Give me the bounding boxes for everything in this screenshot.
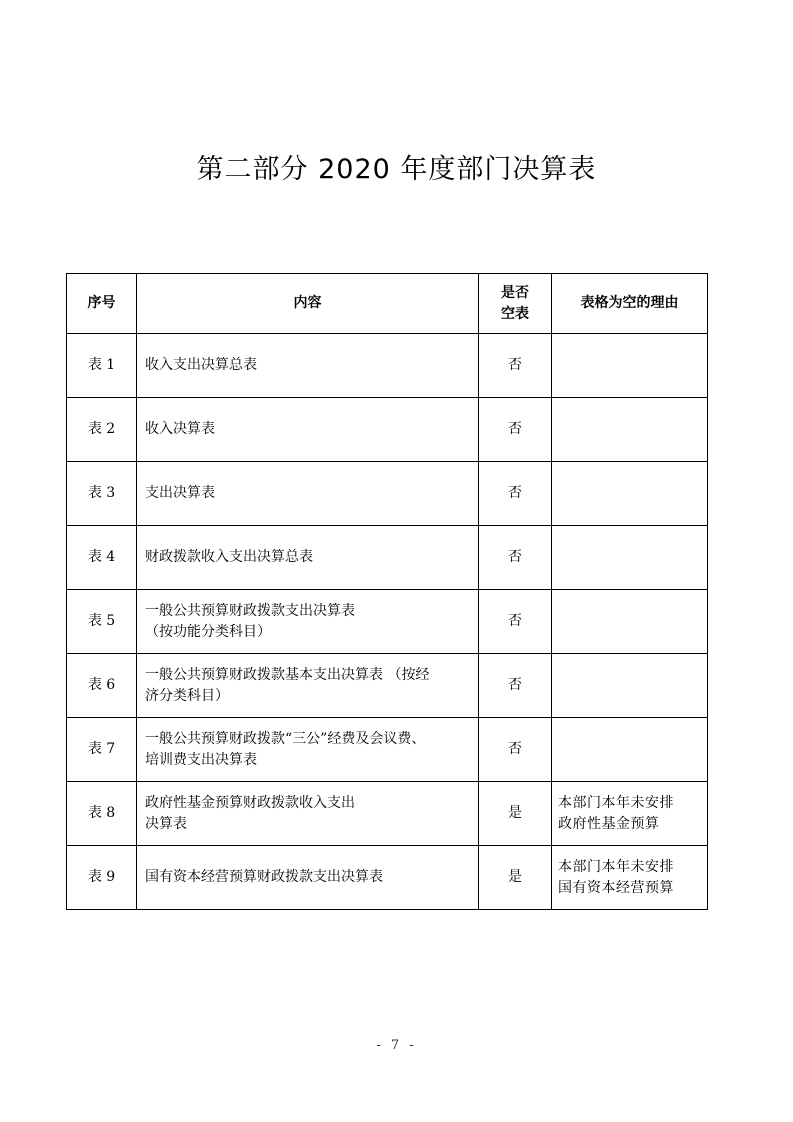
row-reason [552, 590, 708, 654]
table-header-row [67, 274, 708, 334]
row-reason [552, 398, 708, 462]
page-number: - 7 - [376, 1038, 417, 1053]
header-is-empty [479, 274, 552, 334]
table-row [67, 334, 708, 398]
row-content-line: 政府性基金预算财政拨款收入支出 [145, 794, 355, 811]
table-row [67, 718, 708, 782]
row-content-line: 国有资本经营预算财政拨款支出决算表 [145, 869, 383, 885]
row-content-line: 收入支出决算总表 [145, 357, 257, 373]
row-content [137, 782, 479, 846]
row-is-empty: 否 [479, 526, 552, 590]
row-reason-line: 政府性基金预算 [558, 815, 660, 832]
row-is-empty: 否 [479, 718, 552, 782]
row-reason [552, 718, 708, 782]
row-content-line: 培训费支出决算表 [145, 751, 257, 768]
row-is-empty: 否 [479, 590, 552, 654]
row-content-line: 一般公共预算财政拨款“三公”经费及会议费、 [145, 730, 426, 747]
row-content-line: 济分类科目） [145, 687, 229, 704]
row-content [137, 590, 479, 654]
header-is-empty-line1: 是否 [501, 284, 529, 301]
row-seq: 表 9 [67, 846, 137, 910]
row-content-line: 决算表 [145, 815, 187, 832]
header-content: 内容 [137, 274, 479, 334]
row-content-line: （按功能分类科目） [145, 623, 271, 640]
row-content-line: 一般公共预算财政拨款基本支出决算表 （按经 [145, 666, 430, 683]
row-seq: 表 7 [67, 718, 137, 782]
row-reason [552, 654, 708, 718]
row-is-empty: 否 [479, 462, 552, 526]
table-row [67, 654, 708, 718]
row-seq: 表 6 [67, 654, 137, 718]
budget-table [66, 273, 708, 910]
row-reason [552, 846, 708, 910]
row-content-line: 财政拨款收入支出决算总表 [145, 549, 313, 565]
row-content [137, 846, 479, 910]
row-content-line: 收入决算表 [145, 421, 215, 437]
row-reason-line: 国有资本经营预算 [558, 879, 674, 896]
row-content [137, 334, 479, 398]
row-content-line: 一般公共预算财政拨款支出决算表 [145, 602, 355, 619]
row-is-empty: 是 [479, 846, 552, 910]
table-row [67, 526, 708, 590]
row-seq: 表 5 [67, 590, 137, 654]
row-is-empty: 是 [479, 782, 552, 846]
row-is-empty: 否 [479, 654, 552, 718]
table-row [67, 462, 708, 526]
row-seq: 表 2 [67, 398, 137, 462]
row-content [137, 398, 479, 462]
header-is-empty-line2: 空表 [501, 305, 529, 322]
row-reason [552, 462, 708, 526]
row-seq: 表 8 [67, 782, 137, 846]
row-content-line: 支出决算表 [145, 485, 215, 501]
row-reason [552, 782, 708, 846]
header-seq: 序号 [67, 274, 137, 334]
row-content [137, 462, 479, 526]
row-seq: 表 1 [67, 334, 137, 398]
row-content [137, 654, 479, 718]
row-content [137, 718, 479, 782]
row-is-empty: 否 [479, 334, 552, 398]
row-seq: 表 4 [67, 526, 137, 590]
table-row [67, 590, 708, 654]
row-seq: 表 3 [67, 462, 137, 526]
row-reason [552, 334, 708, 398]
table-row [67, 782, 708, 846]
page-title: 第二部分 2020 年度部门决算表 [196, 154, 597, 185]
row-reason-line: 本部门本年未安排 [558, 794, 674, 811]
row-content [137, 526, 479, 590]
header-reason: 表格为空的理由 [552, 274, 708, 334]
row-reason-line: 本部门本年未安排 [558, 858, 674, 875]
table-row [67, 846, 708, 910]
table-row [67, 398, 708, 462]
row-reason [552, 526, 708, 590]
row-is-empty: 否 [479, 398, 552, 462]
